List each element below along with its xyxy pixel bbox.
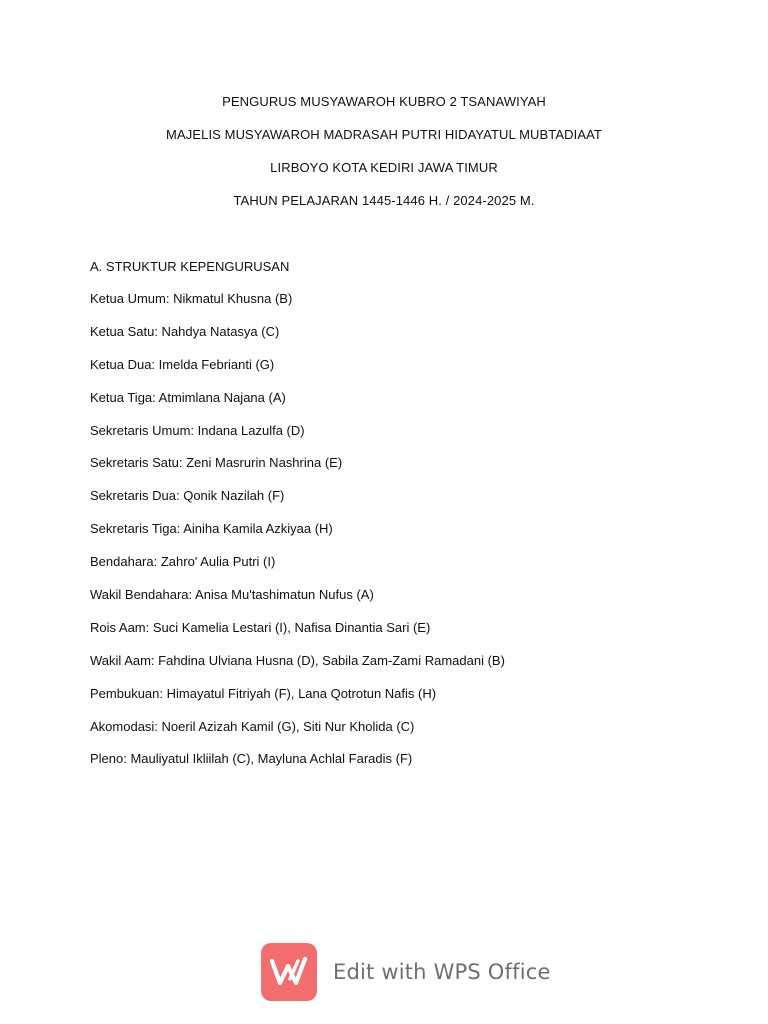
header-line-location: LIRBOYO KOTA KEDIRI JAWA TIMUR [270, 160, 498, 175]
header-line-academic-year: TAHUN PELAJARAN 1445-1446 H. / 2024-2025 M. [233, 193, 535, 208]
list-item: Bendahara: Zahro' Aulia Putri (I) [90, 554, 276, 570]
wps-logo-icon [261, 943, 317, 1001]
list-item: Ketua Umum: Nikmatul Khusna (B) [90, 291, 293, 306]
header-line-institution: MAJELIS MUSYAWAROH MADRASAH PUTRI HIDAYATUL MUBTADIAAT [166, 127, 602, 142]
wps-edit-watermark[interactable] [261, 943, 551, 1001]
list-item: Wakil Aam: Fahdina Ulviana Husna (D), Sabila Zam-Zami Ramadani (B) [90, 652, 505, 668]
list-item: Wakil Bendahara: Anisa Mu'tashimatun Nufus (A) [90, 587, 374, 603]
list-item: Pleno: Mauliyatul Ikliilah (C), Mayluna Achlal Faradis (F) [90, 751, 413, 767]
list-item: Rois Aam: Suci Kamelia Lestari (I), Nafisa Dinantia Sari (E) [90, 619, 431, 635]
list-item: Ketua Dua: Imelda Febrianti (G) [90, 356, 275, 372]
list-item: Ketua Satu: Nahdya Natasya (C) [90, 323, 280, 339]
list-item: Sekretaris Tiga: Ainiha Kamila Azkiyaa (H) [90, 521, 333, 537]
list-item: Pembukuan: Himayatul Fitriyah (F), Lana Qotrotun Nafis (H) [90, 685, 437, 701]
list-item: Akomodasi: Noeril Azizah Kamil (G), Siti Nur Kholida (C) [90, 718, 415, 734]
section-title: A. STRUKTUR KEPENGURUSAN [90, 259, 290, 274]
member-list [90, 289, 505, 782]
document-header [0, 92, 768, 224]
header-line-organization: PENGURUS MUSYAWAROH KUBRO 2 TSANAWIYAH [222, 94, 546, 109]
wps-w-icon [269, 955, 309, 989]
wps-edit-label: Edit with WPS Office [333, 960, 551, 984]
list-item: Sekretaris Dua: Qonik Nazilah (F) [90, 488, 285, 504]
list-item: Ketua Tiga: Atmimlana Najana (A) [90, 389, 286, 405]
list-item: Sekretaris Umum: Indana Lazulfa (D) [90, 422, 305, 438]
list-item: Sekretaris Satu: Zeni Masrurin Nashrina (E) [90, 455, 343, 471]
